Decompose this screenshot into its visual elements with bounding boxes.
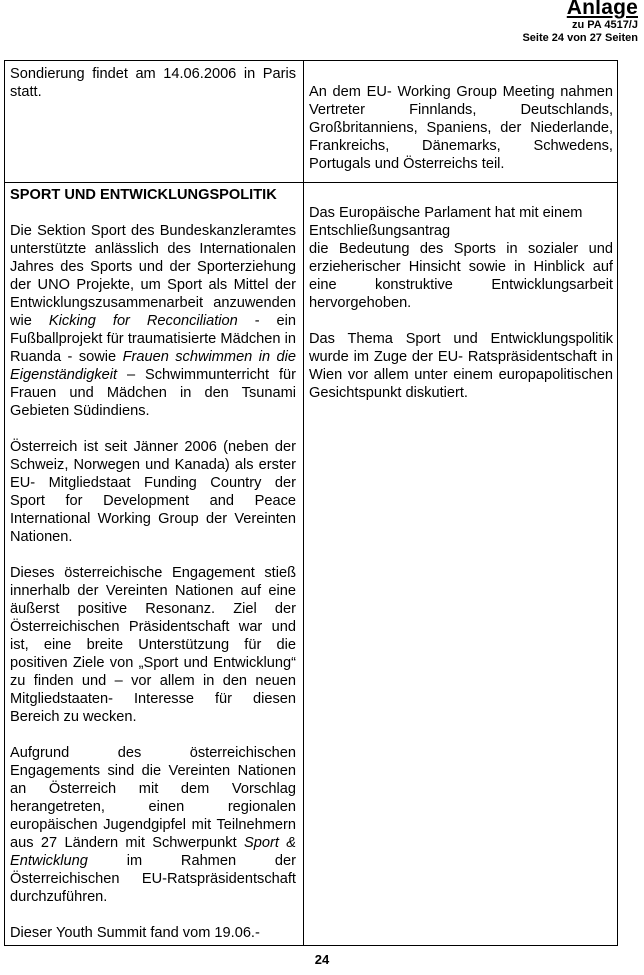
annex-title: Anlage [566,0,638,19]
column-divider [303,61,304,945]
left-paragraph-3: Dieses österreichische Engagement stieß innerhalb der Vereinten Nationen auf eine äußerst positive Resonanz. Ziel der Österreichischen Präsidentschaft war und ist, eine breite Unterstützung für die positiven Ziele von „Sport und Entwicklung“ zu finden und – vor allem in den neuen Mitgliedstaaten- Interesse für diesen Bereich zu wecken. [10,565,296,725]
row1-left-cell [10,65,296,101]
row2-right-cell [309,204,613,402]
project-frauen-schwimmen: Frauen schwimmen in die Eigenständigkeit [10,349,296,383]
row-divider [5,182,617,183]
row2-left-cell [10,186,296,942]
page-header [522,0,638,45]
row1-right-text: An dem EU- Working Group Meeting nahmen Vertreter Finnlands, Deutschlands, Großbritanniens, Spaniens, der Niederlande, Frankreichs, Dänemarks, Schwedens, Portugals und Österreichs teil. [309,84,613,172]
left-paragraph-2: Österreich ist seit Jänner 2006 (neben der Schweiz, Norwegen und Kanada) als erster EU- Mitgliedstaat Funding Country der Sport for Development and Peace International Working Group der Vereinten Nationen. [10,439,296,545]
focus-sport-entwicklung: Sport & Entwicklung [10,835,296,869]
left-paragraph-5: Dieser Youth Summit fand vom 19.06.- [10,925,260,941]
reference-number: zu PA 4517/J [571,19,638,31]
content-table [4,60,618,946]
section-heading: SPORT UND ENTWICKLUNGSPOLITIK [10,187,277,203]
page-number: 24 [314,952,330,967]
left-paragraph-1: Die Sektion Sport des Bundeskanzleramtes unterstützte anlässlich des Internationalen Jahres des Sports und der Sporterziehung der UNO Projekte, um Sport als Mittel der Entwicklungszusammenarbeit anzuwenden wie Kicking for Reconciliation - ein Fußballprojekt für traumatisierte Mädchen in Ruanda - sowie Frauen schwimmen in die Eigenständigkeit – Schwimmunterricht für Frauen und Mädchen in den Tsunami Gebieten Südindiens. [10,223,296,419]
page-count: Seite 24 von 27 Seiten [522,32,638,44]
right-paragraph-2: Das Thema Sport und Entwicklungspolitik wurde im Zuge der EU- Ratspräsidentschaft in Wien vor allem unter einem europapolitischen Gesichtspunkt diskutiert. [309,331,613,401]
row1-right-cell [309,83,613,173]
left-paragraph-4: Aufgrund des österreichischen Engagements sind die Vereinten Nationen an Österreich mit dem Vorschlag herangetreten, einen regionalen europäischen Jugendgipfel mit Teilnehmern aus 27 Ländern mit Schwerpunkt Sport & Entwicklung im Rahmen der Österreichischen EU-Ratspräsidentschaft durchzuführen. [10,745,296,905]
row1-left-text: Sondierung findet am 14.06.2006 in Paris statt. [10,66,296,100]
right-paragraph-1-end: die Bedeutung des Sports in sozialer und erzieherischer Hinsicht sowie in Hinblick auf eine konstruktive Entwicklungsarbeit hervorgehoben. [309,241,613,311]
project-kicking-for-reconciliation: Kicking for Reconciliation [48,313,238,329]
right-paragraph-1-start: Das Europäische Parlament hat mit einem Entschließungsantrag [309,205,583,239]
